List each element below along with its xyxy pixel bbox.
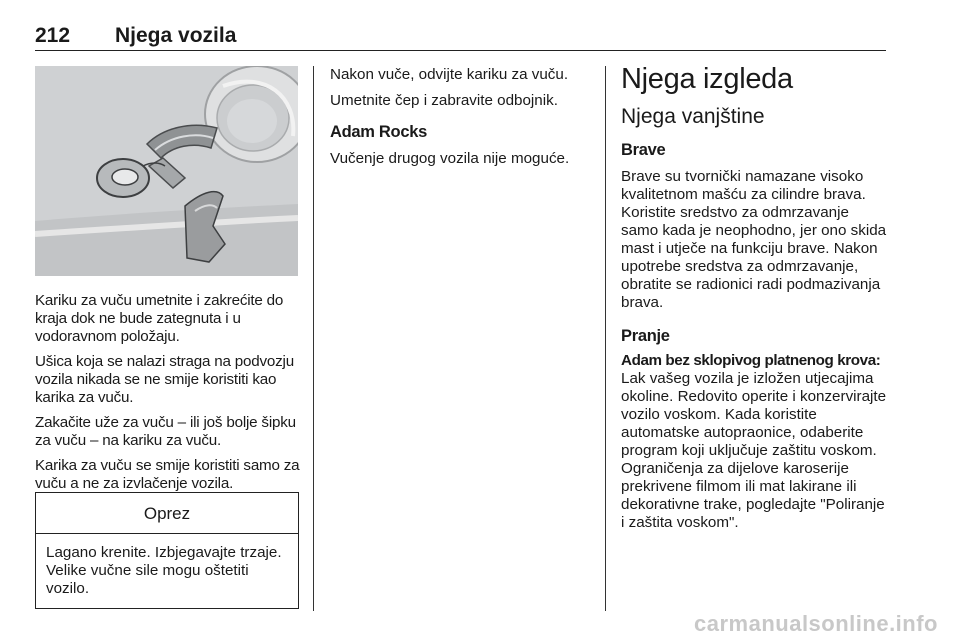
section-title: Njega izgleda — [621, 63, 793, 95]
caution-text: Lagano krenite. Izbjegavajte trzaje. Velike vučne sile mogu oštetiti vozilo. — [46, 544, 282, 597]
page-header — [35, 18, 886, 51]
paragraph: Umetnite čep i zabravite odbojnik. — [330, 92, 558, 109]
brave-heading: Brave — [621, 141, 666, 159]
paragraph: Ušica koja se nalazi straga na podvozju vozila nikada se ne smije koristiti kao karika za vuču. — [35, 353, 294, 406]
paragraph: Nakon vuče, odvijte kariku za vuču. — [330, 66, 569, 83]
right-column — [621, 62, 889, 539]
running-title: Njega vozila — [115, 24, 237, 47]
section-heading: Adam Rocks — [330, 123, 427, 141]
pranje-paragraph — [621, 352, 889, 532]
column-divider-1 — [313, 66, 314, 611]
left-column-text — [35, 292, 300, 500]
caution-box — [35, 492, 299, 609]
paragraph: Karika za vuču se smije koristiti samo za vuču a ne za izvlačenje vozila. — [35, 457, 300, 492]
page-number: 212 — [35, 24, 71, 47]
caution-title: Oprez — [36, 493, 298, 534]
pranje-text: Lak vašeg vozila je izložen utjecajima okoline. Redovito operite i konzervirajte vozilo voskom. Kada koristite automatske autopraonice, odaberite program koji uključuje zaštitu voskom. Ograničenja za dijelove karoserije prekrivene filmom ili mat lakirane ili dekorativne trake, pogledajte "Poliranje i zaštita voskom". — [621, 370, 887, 531]
paragraph: Vučenje drugog vozila nije moguće. — [330, 150, 570, 167]
brave-paragraph: Brave su tvornički namazane visoko kvalitetnom mašću za cilindre brava. Koristite sredstvo za odmrzavanje samo kada je neophodno, jer ono skida mast i utječe na funkciju brave. Nakon upotrebe sredstva za odmrzavanje, obratite se radionici radi podmazivanja brava. — [621, 168, 887, 311]
paragraph: Kariku za vuču umetnite i zakrećite do kraja dok ne bude zategnuta i u vodoravnom položaju. — [35, 292, 284, 345]
watermark: carmanualsonline.info — [694, 611, 938, 636]
tow-eye-illustration — [35, 66, 298, 276]
column-divider-2 — [605, 66, 606, 611]
middle-column — [330, 66, 590, 175]
pranje-lead: Adam bez sklopivog platnenog krova: — [621, 352, 881, 369]
paragraph: Zakačite uže za vuču – ili još bolje šipku za vuču – na kariku za vuču. — [35, 414, 296, 449]
subsection-title: Njega vanjštine — [621, 105, 765, 128]
pranje-heading: Pranje — [621, 327, 670, 345]
